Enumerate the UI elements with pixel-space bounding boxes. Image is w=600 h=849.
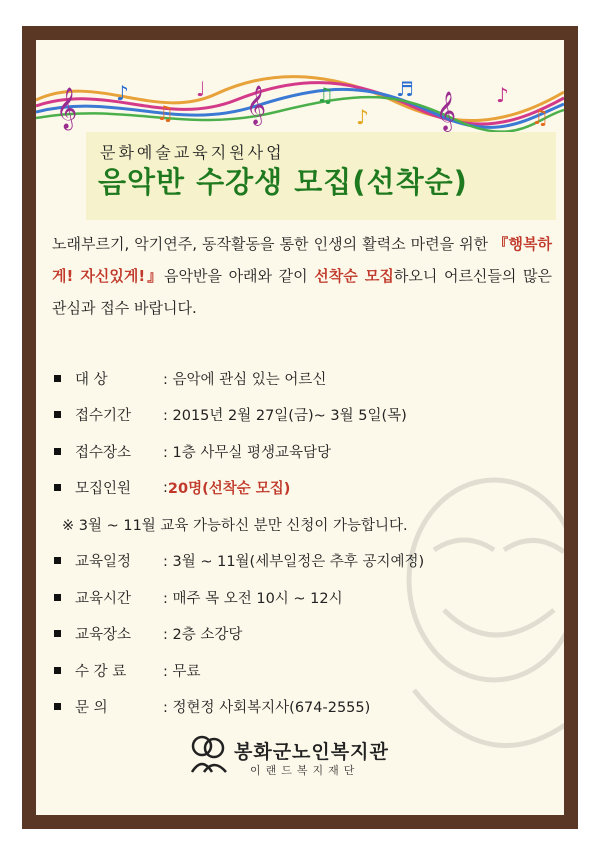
svg-text:𝄞: 𝄞 — [246, 85, 267, 125]
capacity-highlight: 20명(선착순 모집) — [167, 481, 291, 498]
svg-text:♫: ♫ — [156, 101, 174, 125]
list-item-fee: 수 강 료 : 무료 — [54, 652, 554, 689]
org-subname: 이랜드복지재단 — [250, 764, 360, 777]
bullet-icon — [54, 557, 61, 564]
bullet-icon — [54, 594, 61, 601]
svg-text:♪: ♪ — [116, 81, 129, 105]
intro-text-3: 하오니 어르신들의 많은 관심과 접수 바랍니다. — [52, 267, 553, 317]
list-item-capacity: 모집인원 : 20명(선착순 모집) — [54, 470, 554, 507]
svg-text:𝄞: 𝄞 — [436, 91, 457, 131]
list-item-schedule: 교육일정 : 3월 ~ 11월(세부일정은 추후 공지예정) — [54, 543, 554, 580]
intro-highlight-firstcome: 선착순 모집 — [314, 267, 394, 285]
svg-text:♬: ♬ — [396, 77, 414, 101]
list-item-period: 접수기간 : 2015년 2월 27일(금)~ 3월 5일(목) — [54, 397, 554, 434]
music-notes-banner — [36, 62, 564, 138]
eligibility-note: ※ 3월 ~ 11월 교육 가능하신 분만 신청이 가능합니다. — [62, 517, 408, 534]
poster-frame — [22, 26, 578, 829]
list-item-contact: 문 의 : 정현정 사회복지사(674-2555) — [54, 689, 554, 726]
list-item-location: 교육장소 : 2층 소강당 — [54, 616, 554, 653]
list-item-place: 접수장소 : 1층 사무실 평생교육담당 — [54, 433, 554, 470]
bullet-icon — [54, 703, 61, 710]
bullet-icon — [54, 484, 61, 491]
bullet-icon — [54, 667, 61, 674]
poster-paper — [36, 40, 564, 815]
program-subtitle: 문화예술교육지원사업 — [100, 143, 285, 162]
intro-paragraph — [52, 228, 552, 324]
svg-text:♪: ♪ — [496, 83, 509, 107]
bullet-icon — [54, 448, 61, 455]
svg-text:♫: ♫ — [531, 105, 549, 129]
poster-title: 음악반 수강생 모집(선착순) — [98, 165, 468, 199]
bullet-icon — [54, 375, 61, 382]
intro-highlight-slogan: 『행복하게! 자신있게!』 — [52, 235, 552, 285]
list-item-target: 대 상 : 음악에 관심 있는 어르신 — [54, 360, 554, 397]
svg-text:♩: ♩ — [196, 77, 206, 101]
org-name: 봉화군노인복지관 — [234, 741, 389, 763]
elderly-couple-icon — [186, 730, 230, 774]
svg-text:♫: ♫ — [316, 83, 334, 107]
intro-text-1: 노래부르기, 악기연주, 동작활동을 통한 인생의 활력소 마련을 위한 — [52, 235, 494, 253]
list-item-time: 교육시간 : 매주 목 오전 10시 ~ 12시 — [54, 579, 554, 616]
info-list — [54, 360, 554, 725]
svg-text:𝄞: 𝄞 — [56, 88, 78, 129]
svg-text:♪: ♪ — [356, 105, 369, 129]
bullet-icon — [54, 630, 61, 637]
intro-text-2: 음악반을 아래와 같이 — [163, 267, 315, 285]
bullet-icon — [54, 411, 61, 418]
